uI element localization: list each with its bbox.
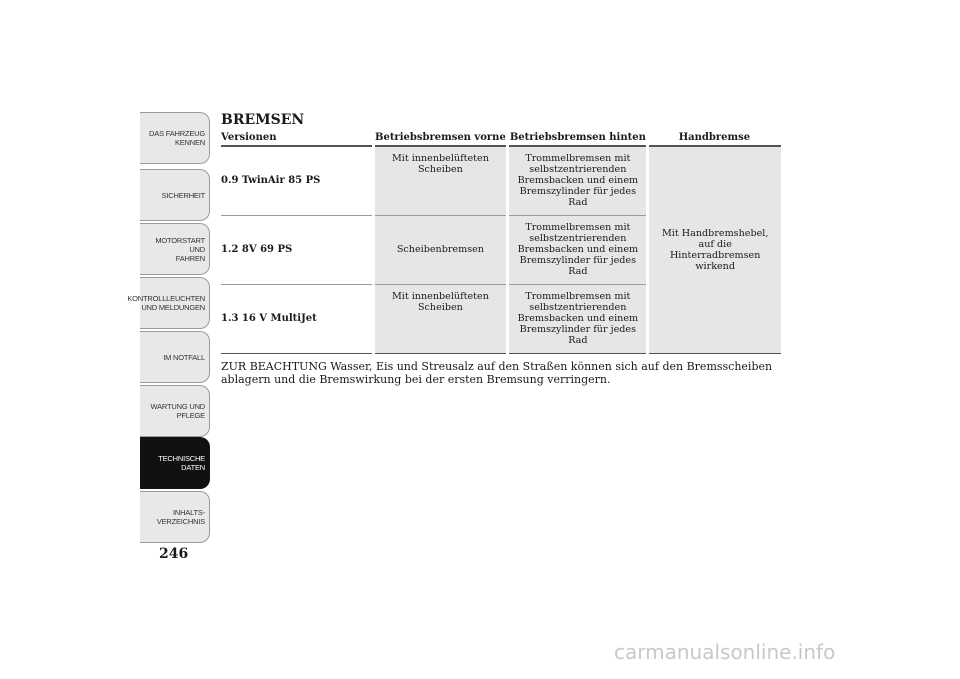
tab-im-notfall[interactable]: IM NOTFALL [140,331,210,383]
watermark-text: carmanualsonline.info [614,640,836,664]
front-brake-cell: Mit innenbelüfteten Scheiben [373,284,508,353]
tab-inhaltsverzeichnis[interactable]: INHALTS- VERZEICHNIS [140,491,210,543]
header-versions: Versionen [221,130,373,146]
brakes-table [221,130,781,354]
tab-sicherheit[interactable]: SICHERHEIT [140,169,210,221]
tab-das-fahrzeug-kennen[interactable]: DAS FAHRZEUG KENNEN [140,112,210,164]
page-number: 246 [159,546,189,562]
table-row [221,146,781,215]
version-cell: 1.2 8V 69 PS [221,215,373,284]
rear-brake-cell: Trommelbremsen mit selbstzentrierenden Bremsbacken und einem Bremszylinder für jedes Rad [508,215,648,284]
version-cell: 1.3 16 V MultiJet [221,284,373,353]
table-header-row [221,130,781,146]
tab-kontrollleuchten[interactable]: KONTROLLLEUCHTEN UND MELDUNGEN [140,277,210,329]
tab-technische-daten[interactable]: TECHNISCHE DATEN [140,437,210,489]
header-rear-brakes: Betriebsbremsen hinten [508,130,648,146]
tab-motorstart-und-fahren[interactable]: MOTORSTART UND FAHREN [140,223,210,275]
handbrake-cell: Mit Handbremshebel, auf die Hinterradbremsen wirkend [648,146,781,353]
section-title: BREMSEN [221,112,305,128]
brakes-section [221,112,781,386]
front-brake-cell: Mit innenbelüfteten Scheiben [373,146,508,215]
rear-brake-cell: Trommelbremsen mit selbstzentrierenden Bremsbacken und einem Bremszylinder für jedes Rad [508,146,648,215]
rear-brake-cell: Trommelbremsen mit selbstzentrierenden Bremsbacken und einem Bremszylinder für jedes Rad [508,284,648,353]
note-paragraph: ZUR BEACHTUNG Wasser, Eis und Streusalz auf den Straßen können sich auf den Bremsscheiben ablagern und die Bremswirkung bei der ersten Bremsung verringern. [221,359,773,386]
tab-wartung-und-pflege[interactable]: WARTUNG UND PFLEGE [140,385,210,437]
header-handbrake: Handbremse [648,130,781,146]
version-cell: 0.9 TwinAir 85 PS [221,146,373,215]
header-front-brakes: Betriebsbremsen vorne [373,130,508,146]
front-brake-cell: Scheibenbremsen [373,215,508,284]
